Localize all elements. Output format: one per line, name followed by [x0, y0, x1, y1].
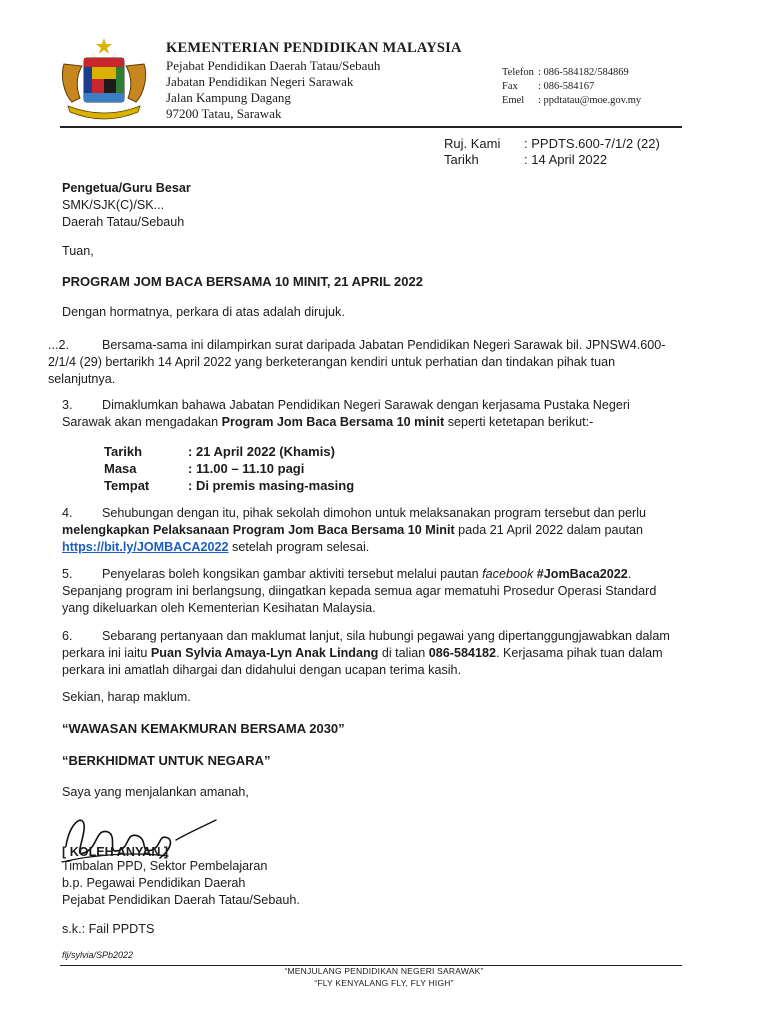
recipient-title: Pengetua/Guru Besar — [62, 181, 191, 195]
coat-of-arms-logo — [58, 36, 150, 120]
paragraph-number: 3. — [62, 398, 73, 412]
subject-heading: PROGRAM JOM BACA BERSAMA 10 MINIT, 21 APRIL 2022 — [62, 274, 423, 289]
ref-label: Ruj. Kami — [444, 136, 501, 151]
header-divider — [60, 126, 682, 128]
schedule-value: : Di premis masing-masing — [188, 478, 355, 493]
hashtag: #JomBaca2022 — [536, 567, 628, 581]
facebook-text: facebook — [482, 567, 534, 581]
schedule-label: Masa — [104, 461, 137, 476]
contact-label: Fax — [502, 81, 518, 92]
motto-berkhidmat: “BERKHIDMAT UNTUK NEGARA” — [62, 753, 271, 768]
paragraph-number: 6. — [62, 629, 73, 643]
contact-label: Telefon — [502, 67, 534, 78]
paragraph-4 — [62, 505, 682, 556]
signatory-title: Timbalan PPD, Sektor Pembelajaran — [62, 859, 268, 873]
address-line: Jalan Kampung Dagang — [166, 90, 291, 105]
footer-slogan: “MENJULANG PENDIDIKAN NEGERI SARAWAK” — [284, 966, 484, 976]
address-line: Jabatan Pendidikan Negeri Sarawak — [166, 74, 354, 89]
ref-initials: flj/sylvia/SPb2022 — [62, 950, 134, 960]
contact-email — [502, 94, 641, 108]
contact-label: Emel — [502, 95, 525, 106]
schedule-value: : 21 April 2022 (Khamis) — [188, 444, 335, 459]
emphasis-text: melengkapkan Pelaksanaan Program Jom Baca Bersama 10 Minit — [62, 523, 455, 537]
signatory-title: b.p. Pegawai Pendidikan Daerah — [62, 876, 246, 890]
paragraph-text: . Kerjasama pihak tuan dalam perkara ini amatlah dihargai dan didahului dengan ucapan terima kasih. — [62, 646, 663, 677]
sign-intro: Saya yang menjalankan amanah, — [62, 785, 249, 799]
opening-line: Dengan hormatnya, perkara di atas adalah dirujuk. — [62, 305, 345, 319]
paragraph-text: . Sepanjang program ini berlangsung, diingatkan kepada semua agar mematuhi Prosedur Operasi Standard yang dikeluarkan oleh Kementerian Kesihatan Malaysia. — [62, 567, 657, 615]
paragraph-text: Sehubungan dengan itu, pihak sekolah dimohon untuk melaksanakan program tersebut dan perlu — [102, 506, 647, 520]
paragraph-text: setelah program selesai. — [228, 540, 370, 554]
contact-phone-number: 086-584182 — [428, 646, 496, 660]
cc-line: s.k.: Fail PPDTS — [62, 922, 155, 936]
motto-wawasan: “WAWASAN KEMAKMURAN BERSAMA 2030” — [62, 721, 345, 736]
ref-value: : PPDTS.600-7/1/2 (22) — [524, 136, 660, 151]
paragraph-text: di talian — [378, 646, 429, 660]
paragraph-text: Dimaklumkan bahawa Jabatan Pendidikan Negeri Sarawak dengan kerjasama Pustaka Negeri Sarawak akan mengadakan — [62, 398, 630, 429]
schedule-table — [104, 443, 504, 495]
paragraph-6 — [62, 628, 682, 679]
contact-person: Puan Sylvia Amaya-Lyn Anak Lindang — [150, 646, 379, 660]
address-line: Pejabat Pendidikan Daerah Tatau/Sebauh — [166, 58, 381, 73]
schedule-value: : 11.00 – 11.10 pagi — [188, 461, 305, 476]
paragraph-5 — [62, 566, 682, 617]
paragraph-text: Penyelaras boleh kongsikan gambar aktiviti tersebut melalui pautan — [102, 567, 483, 581]
contact-phone — [502, 66, 629, 80]
contact-value: : ppdtatau@moe.gov.my — [538, 95, 642, 106]
paragraph-number: 5. — [62, 567, 73, 581]
date-value: : 14 April 2022 — [524, 152, 608, 167]
paragraph-text: pada 21 April 2022 dalam pautan — [454, 523, 644, 537]
paragraph-number: ...2. — [48, 338, 69, 352]
paragraph-text: Sebarang pertanyaan dan maklumat lanjut, sila hubungi pegawai yang dipertanggungjawabkan dalam perkara ini iaitu — [62, 629, 670, 660]
recipient-district: Daerah Tatau/Sebauh — [62, 215, 185, 229]
date-label: Tarikh — [444, 152, 479, 167]
address-line: 97200 Tatau, Sarawak — [166, 106, 282, 121]
footer-slogan: “FLY KENYALANG FLY, FLY HIGH” — [314, 978, 454, 988]
paragraph-2 — [48, 337, 684, 388]
closing-line: Sekian, harap maklum. — [62, 690, 191, 704]
signatory-name: [ KOLEH ANYAN ] — [62, 845, 169, 859]
recipient-school: SMK/SJK(C)/SK... — [62, 198, 165, 212]
salutation: Tuan, — [62, 244, 94, 258]
paragraph-text: Bersama-sama ini dilampirkan surat daripada Jabatan Pendidikan Negeri Sarawak bil. JPNSW4.600-2/1/4 (29) bertarikh 14 April 2022 yang berketerangan kendiri untuk perhatian dan tindakan pihak tuan selanjutnya. — [48, 338, 666, 386]
schedule-label: Tarikh — [104, 444, 143, 459]
schedule-label: Tempat — [104, 478, 150, 493]
ministry-name: KEMENTERIAN PENDIDIKAN MALAYSIA — [166, 40, 462, 56]
paragraph-3 — [62, 397, 682, 431]
program-name: Program Jom Baca Bersama 10 minit — [221, 415, 445, 429]
contact-value: : 086-584167 — [538, 81, 595, 92]
signatory-office: Pejabat Pendidikan Daerah Tatau/Sebauh. — [62, 893, 300, 907]
jombaca-link[interactable]: https://bit.ly/JOMBACA2022 — [62, 540, 229, 554]
contact-value: : 086-584182/584869 — [538, 67, 629, 78]
paragraph-text: seperti ketetapan berikut:- — [444, 415, 594, 429]
contact-fax — [502, 80, 594, 94]
paragraph-number: 4. — [62, 506, 73, 520]
